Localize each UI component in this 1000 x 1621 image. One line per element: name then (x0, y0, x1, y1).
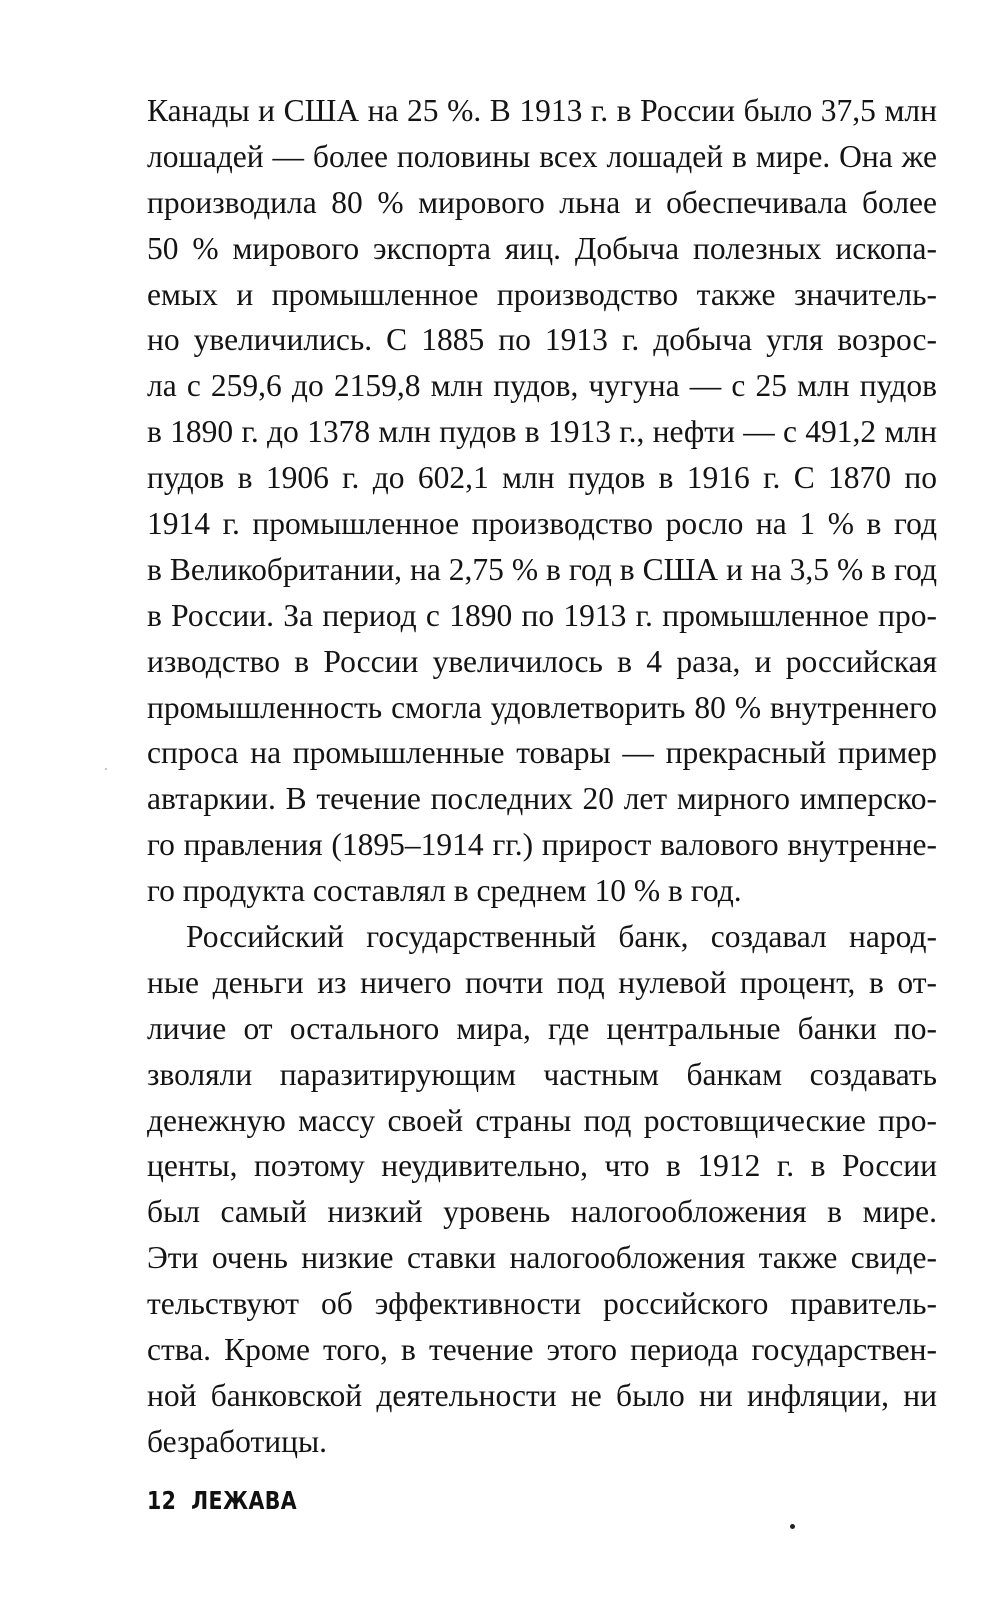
text-line: денежную массу своей страны под ростовщические про- (147, 1102, 937, 1138)
text-line: го продукта составлял в среднем 10 % в год. (147, 873, 742, 909)
paragraph (147, 914, 937, 1465)
body-text (147, 88, 937, 1465)
text-line: автаркии. В течение последних 20 лет мирного имперско- (147, 781, 937, 817)
text-line: емых и промышленное производство также значитель- (147, 276, 937, 312)
text-line: безработицы. (147, 1423, 328, 1459)
text-line: в России. За период с 1890 по 1913 г. промышленное про- (147, 597, 937, 633)
text-line: Российский государственный банк, создавал народ- (186, 919, 937, 955)
text-line: пудов в 1906 г. до 602,1 млн пудов в 1916 г. С 1870 по (147, 460, 937, 496)
text-line: тельствуют об эффективности российского правитель- (147, 1286, 937, 1322)
text-line: личие от остального мира, где центральные банки по- (147, 1010, 937, 1046)
text-line: был самый низкий уровень налогообложения в мире. (147, 1194, 937, 1230)
text-line: спроса на промышленные товары — прекрасный пример (147, 735, 937, 771)
text-line: зволяли паразитирующим частным банкам создавать (147, 1056, 937, 1092)
text-line: лошадей — более половины всех лошадей в мире. Она же (147, 138, 937, 174)
running-title: ЛЕЖАВА (191, 1485, 298, 1515)
text-line: 50 % мирового экспорта яиц. Добыча полезных ископа- (147, 230, 937, 266)
text-line: изводство в России увеличилось в 4 раза, и российская (147, 643, 937, 679)
text-line: центы, поэтому неудивительно, что в 1912 г. в России (147, 1148, 937, 1184)
paragraph (147, 88, 937, 914)
text-line: в Великобритании, на 2,75 % в год в США и на 3,5 % в год (147, 551, 937, 587)
page-footer (147, 1480, 297, 1520)
text-line: го правления (1895–1914 гг.) прирост валового внутренне- (147, 827, 937, 863)
text-line: 1914 г. промышленное производство росло на 1 % в год (147, 506, 937, 542)
text-line: промышленность смогла удовлетворить 80 % внутреннего (147, 689, 937, 725)
text-line: Эти очень низкие ставки налогообложения также свиде- (147, 1240, 937, 1276)
text-line: Канады и США на 25 %. В 1913 г. в России было 37,5 млн (147, 93, 937, 128)
text-line: производила 80 % мирового льна и обеспечивала более (147, 184, 937, 220)
text-line: в 1890 г. до 1378 млн пудов в 1913 г., нефти — с 491,2 млн (147, 414, 937, 450)
text-line: ной банковской деятельности не было ни инфляции, ни (147, 1377, 937, 1413)
page-number: 12 (147, 1485, 177, 1515)
print-dot (790, 1524, 795, 1529)
print-speck (105, 768, 107, 770)
text-line: ства. Кроме того, в течение этого периода государствен- (147, 1332, 937, 1368)
text-line: ла с 259,6 до 2159,8 млн пудов, чугуна — с 25 млн пудов (147, 368, 937, 404)
text-line: ные деньги из ничего почти под нулевой процент, в от- (147, 964, 937, 1000)
text-line: но увеличились. С 1885 по 1913 г. добыча угля возрос- (147, 322, 937, 358)
